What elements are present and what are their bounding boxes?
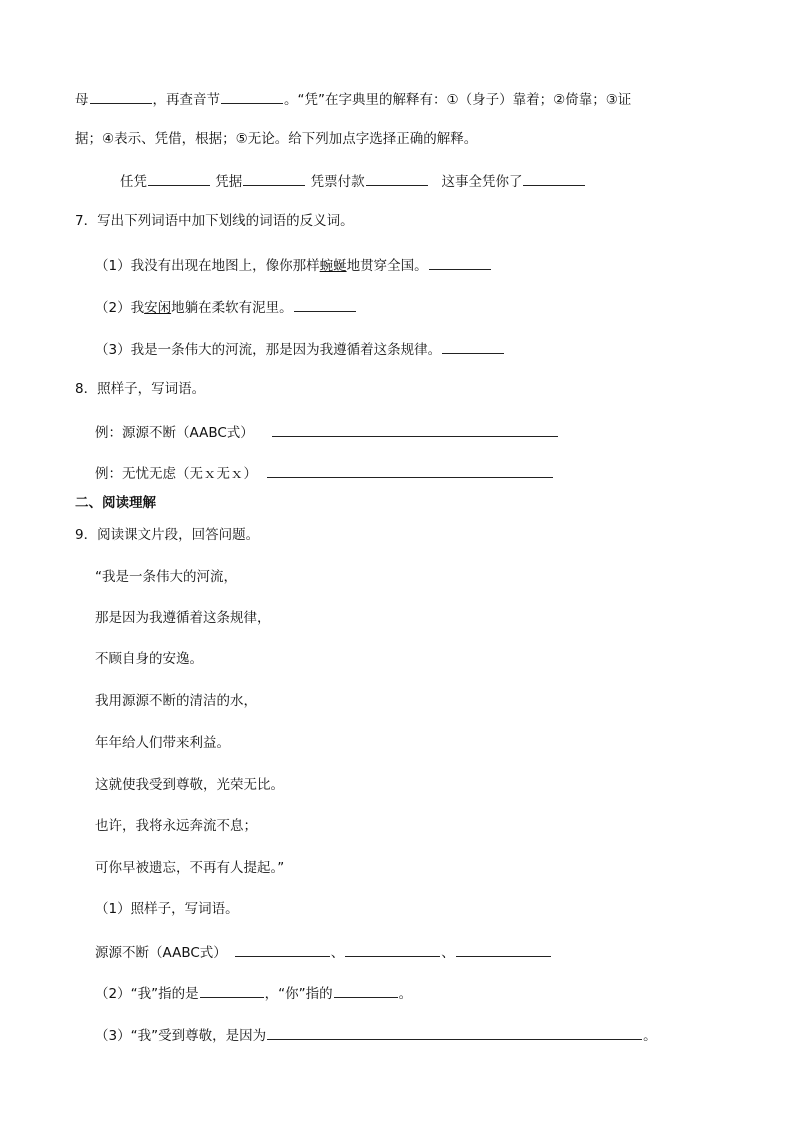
poem-line-1: “我是一条伟大的河流， [95,569,237,585]
q8-blank-2[interactable] [267,461,553,478]
q9-sub-1-example: 源源不断（AABC式） [95,945,227,961]
poem-line-2: 那是因为我遵循着这条规律， [95,610,271,626]
q6-blank-1[interactable] [148,169,210,186]
q7-item-3-pre: （3）我是一条伟大的河流，那是因为我遵循着这条规律。 [95,342,442,358]
q9-sub-2-period: 。 [398,986,413,1002]
q9-sub-2-text-a: （2）“我”指的是 [95,986,199,1002]
q9-blank-ni[interactable] [334,981,398,998]
q8-example-2 [95,461,554,483]
q6-word-zhequanpingnile: 这事全凭你了 [441,174,523,190]
q7-blank-3[interactable] [442,337,504,354]
q6-text-chayinjie: ，再查音节 [152,92,220,108]
q6-blank-radical[interactable] [90,87,152,104]
q9-blank-wo[interactable] [200,981,264,998]
q7-blank-2[interactable] [294,295,356,312]
q7-item-2-post: 地躺在柔软有泥里。 [171,300,293,316]
q7-item-2-pre: （2）我 [95,300,145,316]
q8-example-1 [95,420,559,442]
q9-sub-3 [95,1023,657,1045]
q6-blank-3[interactable] [366,169,428,186]
q8-blank-1[interactable] [272,420,558,437]
poem-line-5: 年年给人们带来利益。 [95,735,230,751]
q6-text-mu: 母 [75,92,89,108]
q6-word-row [120,169,586,191]
q8-title: 8．照样子，写词语。 [75,381,206,397]
q7-blank-1[interactable] [429,253,491,270]
q7-item-2 [95,295,357,317]
q9-separator-2: 、 [441,945,455,961]
q9-sub-3-text: （3）“我”受到尊敬，是因为 [95,1028,267,1044]
q9-blank-3[interactable] [456,940,551,957]
q6-instruction: 据；④表示、凭借，根据；⑤无论。给下列加点字选择正确的解释。 [75,131,478,147]
q7-title: 7．写出下列词语中加下划线的词语的反义词。 [75,213,354,229]
q7-item-3 [95,337,505,359]
q9-blank-2[interactable] [345,940,440,957]
poem-line-8: 可你早被遗忘，不再有人提起。” [95,860,285,876]
q6-definition-line-2 [75,128,477,150]
q9-title: 9．阅读课文片段，回答问题。 [75,527,260,543]
q9-blank-reason[interactable] [267,1023,642,1040]
q6-blank-syllable[interactable] [221,87,283,104]
q9-sub-2 [95,981,412,1003]
poem-line-3: 不顾自身的安逸。 [95,651,203,667]
poem-line-4: 我用源源不断的清洁的水， [95,693,257,709]
q6-definition-line-1 [75,87,631,109]
q9-sub-2-text-b: ，“你”指的 [264,986,333,1002]
section-2-heading: 二、阅读理解 [75,495,156,511]
q9-sub-1: （1）照样子，写词语。 [95,901,239,917]
q6-blank-4[interactable] [523,169,585,186]
q9-sub-3-period: 。 [643,1028,657,1044]
poem-line-7: 也许，我将永远奔流不息； [95,818,257,834]
q9-separator-1: 、 [330,945,345,961]
q6-text-definitions: 。“凭”在字典里的解释有：①（身子）靠着；②倚靠；③证 [284,92,632,108]
q8-example-1-text: 例：源源不断（AABC式） [95,425,254,441]
q7-item-1-underlined: 蜿蜒 [319,258,347,274]
q7-item-1 [95,253,492,275]
q7-item-1-pre: （1）我没有出现在地图上，像你那样 [95,258,320,274]
q6-word-pingpiaofukuan: 凭票付款 [310,174,365,190]
q6-blank-2[interactable] [243,169,305,186]
q6-word-pingju: 凭据 [215,174,243,190]
q8-example-2-text: 例：无忧无虑（无ｘ无ｘ） [95,466,257,482]
q9-sub-1-answers [95,940,552,962]
poem-line-6: 这就使我受到尊敬，光荣无比。 [95,777,284,793]
q7-item-1-post: 地贯穿全国。 [346,258,428,274]
q6-word-renping: 任凭 [120,174,147,190]
q7-item-2-underlined: 安闲 [144,300,172,316]
q9-blank-1[interactable] [235,940,330,957]
